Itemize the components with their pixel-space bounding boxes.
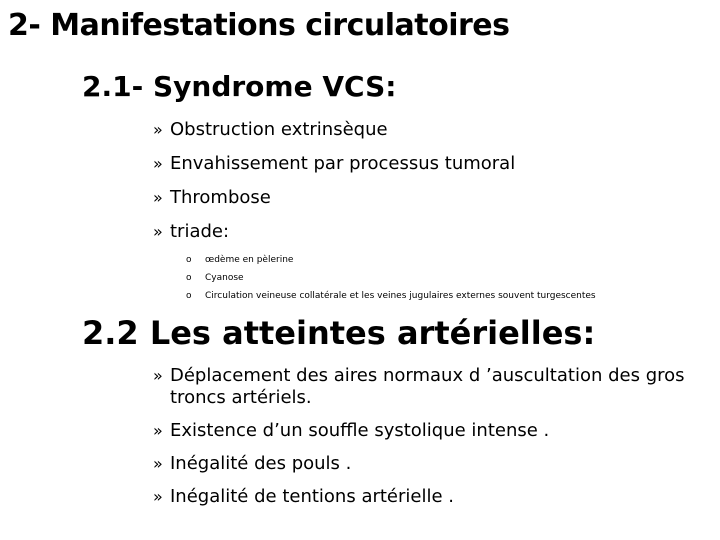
section-heading-vcs: 2.1- Syndrome VCS: <box>82 70 397 103</box>
bullet-text: Obstruction extrinsèque <box>170 119 388 140</box>
sub-list-item <box>186 269 596 287</box>
list-item <box>153 153 515 175</box>
arterial-bullet-list <box>153 365 690 519</box>
bullet-marker: » <box>153 366 163 385</box>
bullet-marker: » <box>153 487 163 506</box>
bullet-text: Inégalité de tentions artérielle . <box>170 486 455 507</box>
sub-bullet-marker: o <box>186 291 192 301</box>
section-heading-arterial: 2.2 Les atteintes artérielles: <box>82 314 596 352</box>
bullet-text: Déplacement des aires normaux d ’auscultation des gros troncs artériels. <box>170 365 685 408</box>
bullet-marker: » <box>153 154 163 173</box>
slide-title: 2- Manifestations circulatoires <box>8 8 510 43</box>
bullet-marker: » <box>153 120 163 139</box>
bullet-marker: » <box>153 421 163 440</box>
sub-list-item <box>186 251 596 269</box>
bullet-marker: » <box>153 222 163 241</box>
sub-bullet-marker: o <box>186 273 192 283</box>
vcs-bullet-list <box>153 119 515 255</box>
list-item <box>153 119 515 141</box>
list-item <box>153 365 690 409</box>
bullet-marker: » <box>153 454 163 473</box>
list-item <box>153 486 690 508</box>
bullet-text: Thrombose <box>170 187 271 208</box>
bullet-text: Inégalité des pouls . <box>170 453 352 474</box>
list-item <box>153 453 690 475</box>
bullet-text: triade: <box>170 221 230 242</box>
sub-list-item <box>186 287 596 305</box>
list-item <box>153 221 515 243</box>
bullet-text: Existence d’un souffle systolique intense . <box>170 420 550 441</box>
bullet-marker: » <box>153 188 163 207</box>
sub-bullet-text: Cyanose <box>205 273 244 283</box>
sub-bullet-text: œdème en pèlerine <box>205 255 294 265</box>
list-item <box>153 420 690 442</box>
list-item <box>153 187 515 209</box>
triade-sub-list <box>186 251 596 305</box>
sub-bullet-marker: o <box>186 255 192 265</box>
sub-bullet-text: Circulation veineuse collatérale et les veines jugulaires externes souvent turgescentes <box>205 291 596 301</box>
bullet-text: Envahissement par processus tumoral <box>170 153 516 174</box>
